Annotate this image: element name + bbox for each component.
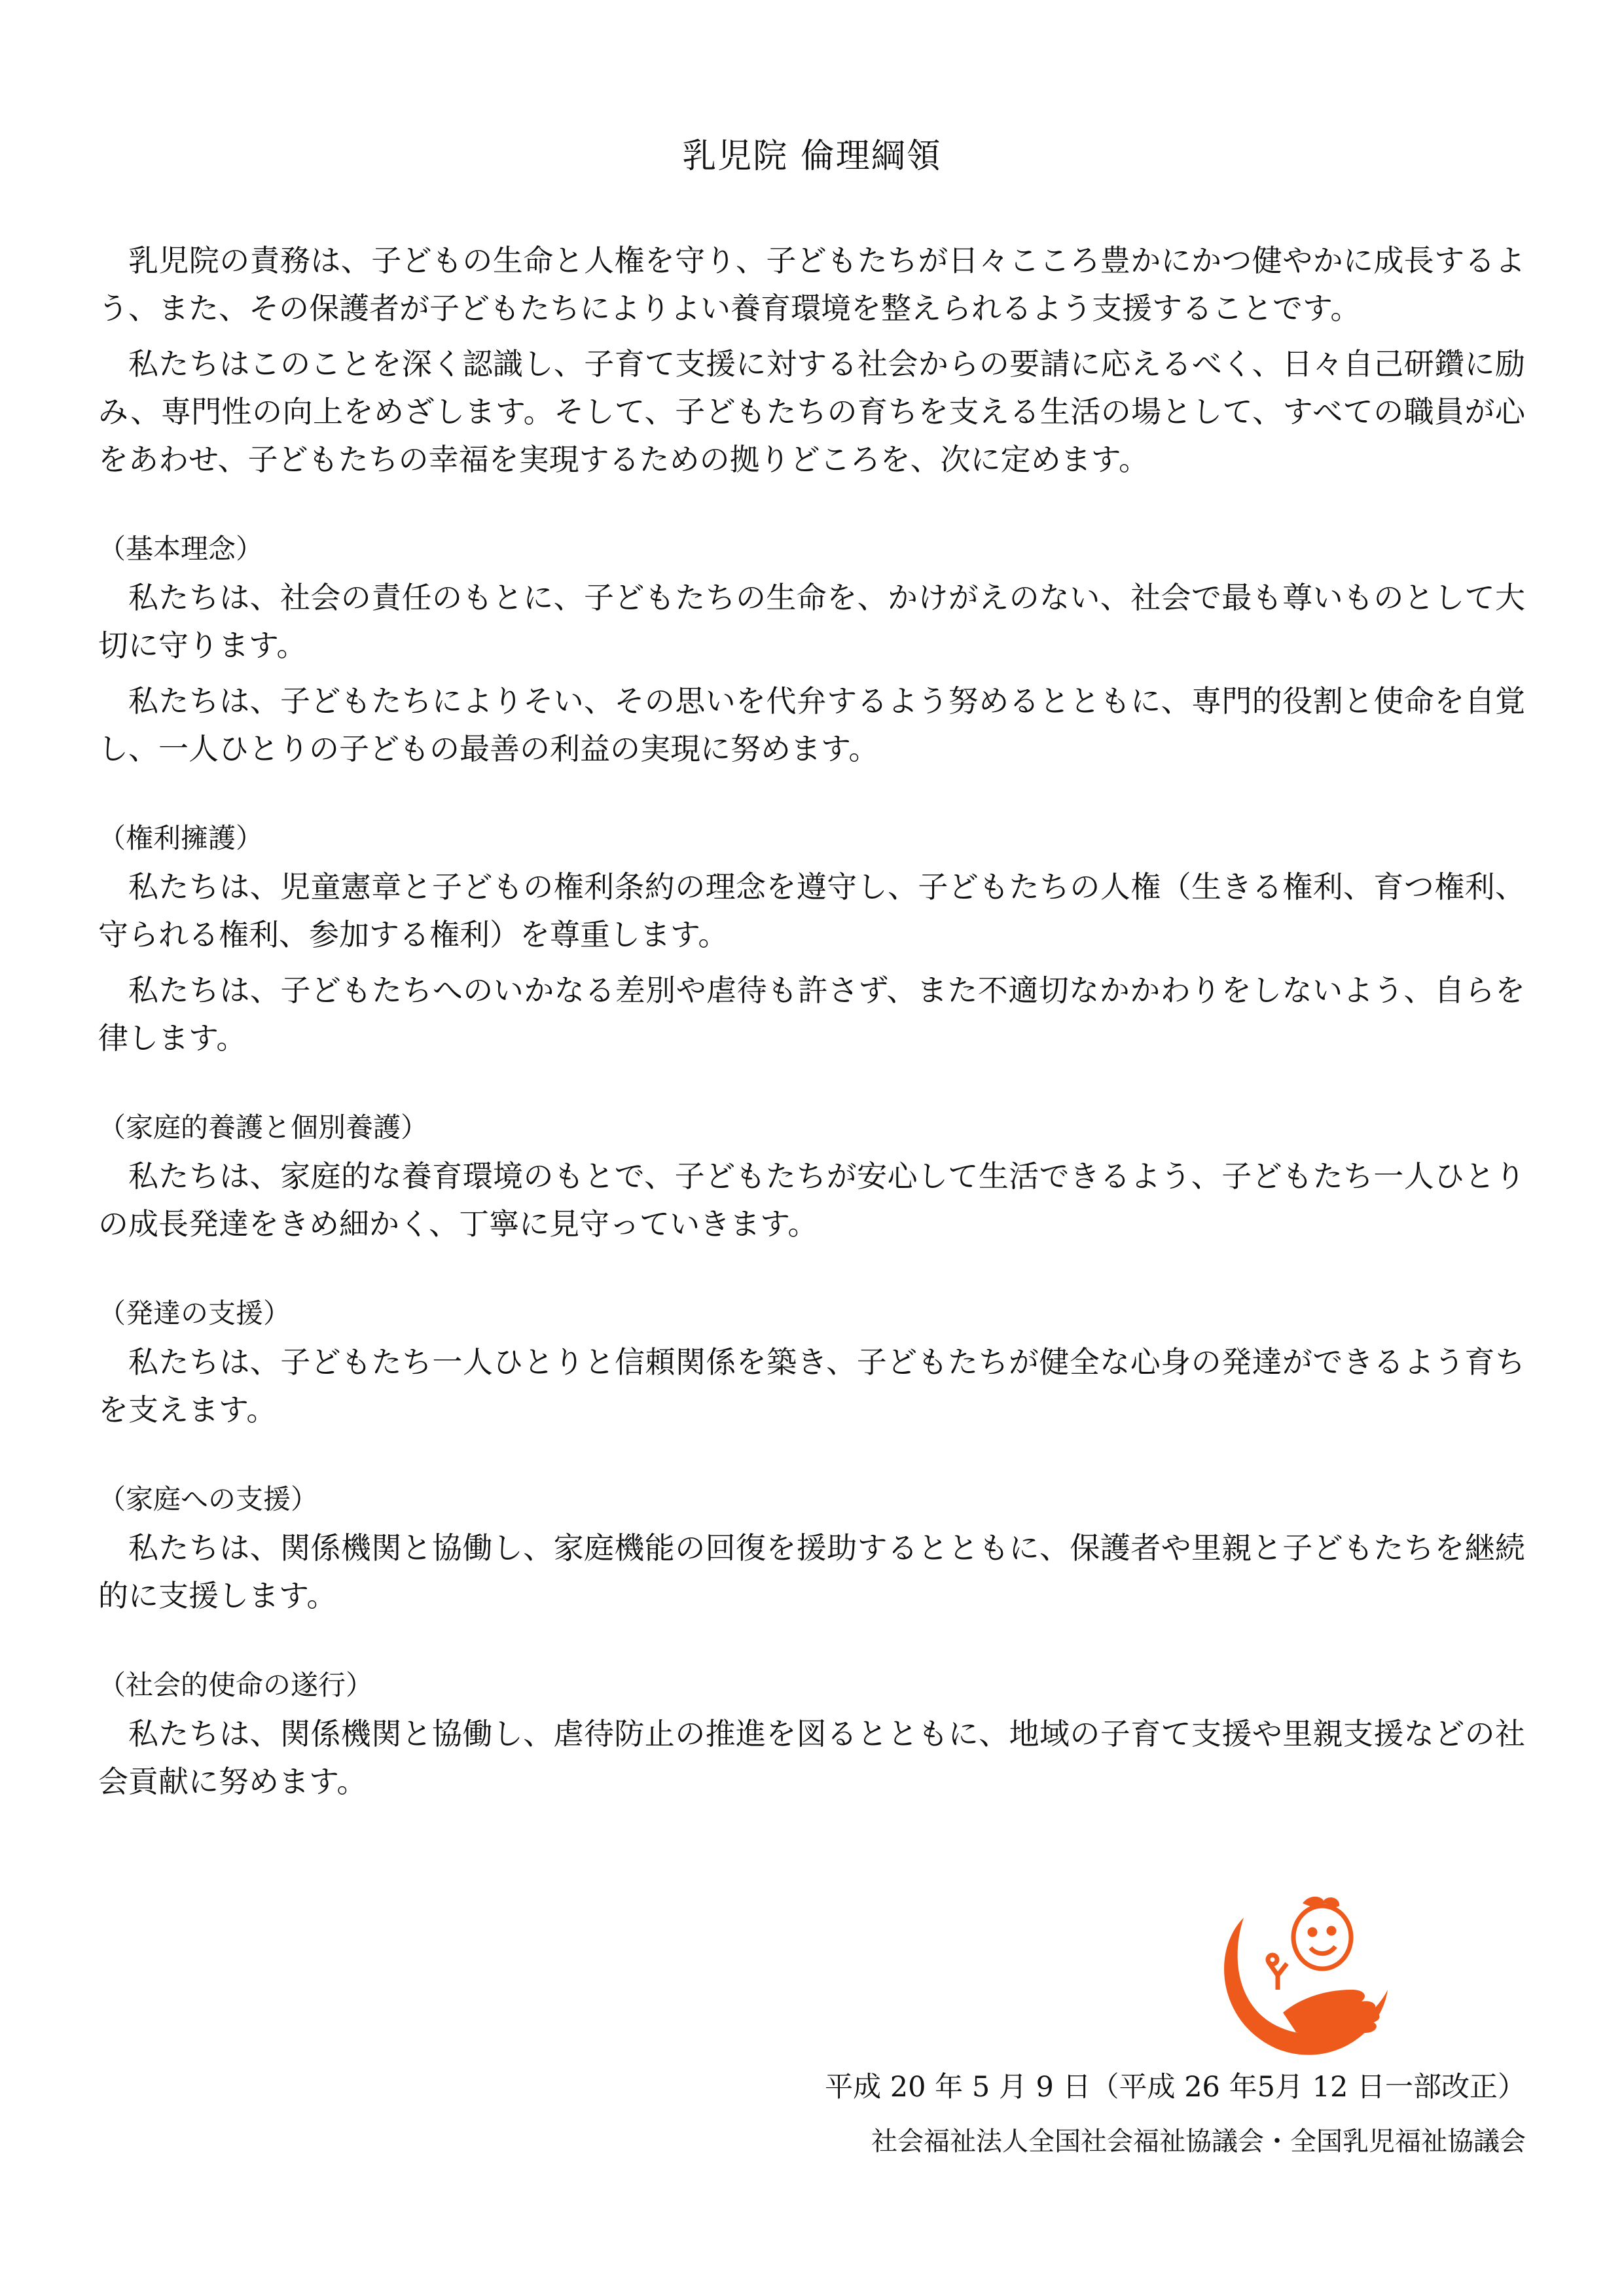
section-paragraph: 私たちは、子どもたちによりそい、その思いを代弁するよう努めるとともに、専門的役割と使命を自覚し、一人ひとりの子どもの最善の利益の実現に努めます。 [98, 683, 1525, 766]
section-heading: （基本理念） [98, 533, 264, 565]
section-paragraph: 私たちは、社会の責任のもとに、子どもたちの生命を、かけがえのない、社会で最も尊いものとして大切に守ります。 [98, 580, 1526, 663]
section-family-care [98, 1108, 1525, 1248]
section-family-support [98, 1480, 1525, 1620]
section-heading: （発達の支援） [98, 1297, 291, 1329]
section-paragraph: 私たちは、関係機関と協働し、虐待防止の推進を図るとともに、地域の子育て支援や里親支援などの社会貢献に努めます。 [98, 1716, 1525, 1799]
child-hands-logo-icon [1204, 1892, 1394, 2068]
date-line: 平成 20 年 5 月 9 日（平成 26 年5月 12 日一部改正） [825, 2071, 1526, 2104]
section-heading: （社会的使命の遂行） [98, 1669, 374, 1701]
section-development-support [98, 1294, 1525, 1434]
intro-paragraph-1: 乳児院の責務は、子どもの生命と人権を守り、子どもたちが日々こころ豊かにかつ健やかに成長するよう、また、その保護者が子どもたちによりよい養育環境を整えられるよう支援することです。 [98, 243, 1525, 326]
section-paragraph: 私たちは、家庭的な養育環境のもとで、子どもたちが安心して生活できるよう、子どもたち一人ひとりの成長発達をきめ細かく、丁寧に見守っていきます。 [98, 1158, 1525, 1242]
section-basic-philosophy [98, 529, 1525, 773]
page-title: 乳児院 倫理綱領 [682, 137, 942, 176]
section-heading: （権利擁護） [98, 822, 264, 854]
section-heading: （家庭的養護と個別養護） [98, 1111, 429, 1143]
section-rights-advocacy [98, 819, 1525, 1062]
section-heading: （家庭への支援） [98, 1483, 319, 1515]
intro-paragraph-2: 私たちはこのことを深く認識し、子育て支援に対する社会からの要請に応えるべく、日々自己研鑽に励み、専門性の向上をめざします。そして、子どもたちの育ちを支える生活の場として、すべての職員が心をあわせ、子どもたちの幸福を実現するための拠りどころを、次に定めます。 [98, 346, 1525, 477]
section-paragraph: 私たちは、児童憲章と子どもの権利条約の理念を遵守し、子どもたちの人権（生きる権利、育つ権利、守られる権利、参加する権利）を尊重します。 [98, 869, 1526, 952]
section-paragraph: 私たちは、関係機関と協働し、家庭機能の回復を援助するとともに、保護者や里親と子どもたちを継続的に支援します。 [98, 1530, 1525, 1613]
organization-line: 社会福祉法人全国社会福祉協議会・全国乳児福祉協議会 [871, 2126, 1526, 2157]
section-paragraph: 私たちは、子どもたち一人ひとりと信頼関係を築き、子どもたちが健全な心身の発達ができるよう育ちを支えます。 [98, 1344, 1525, 1427]
document-body [98, 237, 1525, 1814]
section-paragraph: 私たちは、子どもたちへのいかなる差別や虐待も許さず、また不適切なかかわりをしないよう、自らを律します。 [98, 973, 1525, 1056]
section-social-mission [98, 1666, 1525, 1806]
